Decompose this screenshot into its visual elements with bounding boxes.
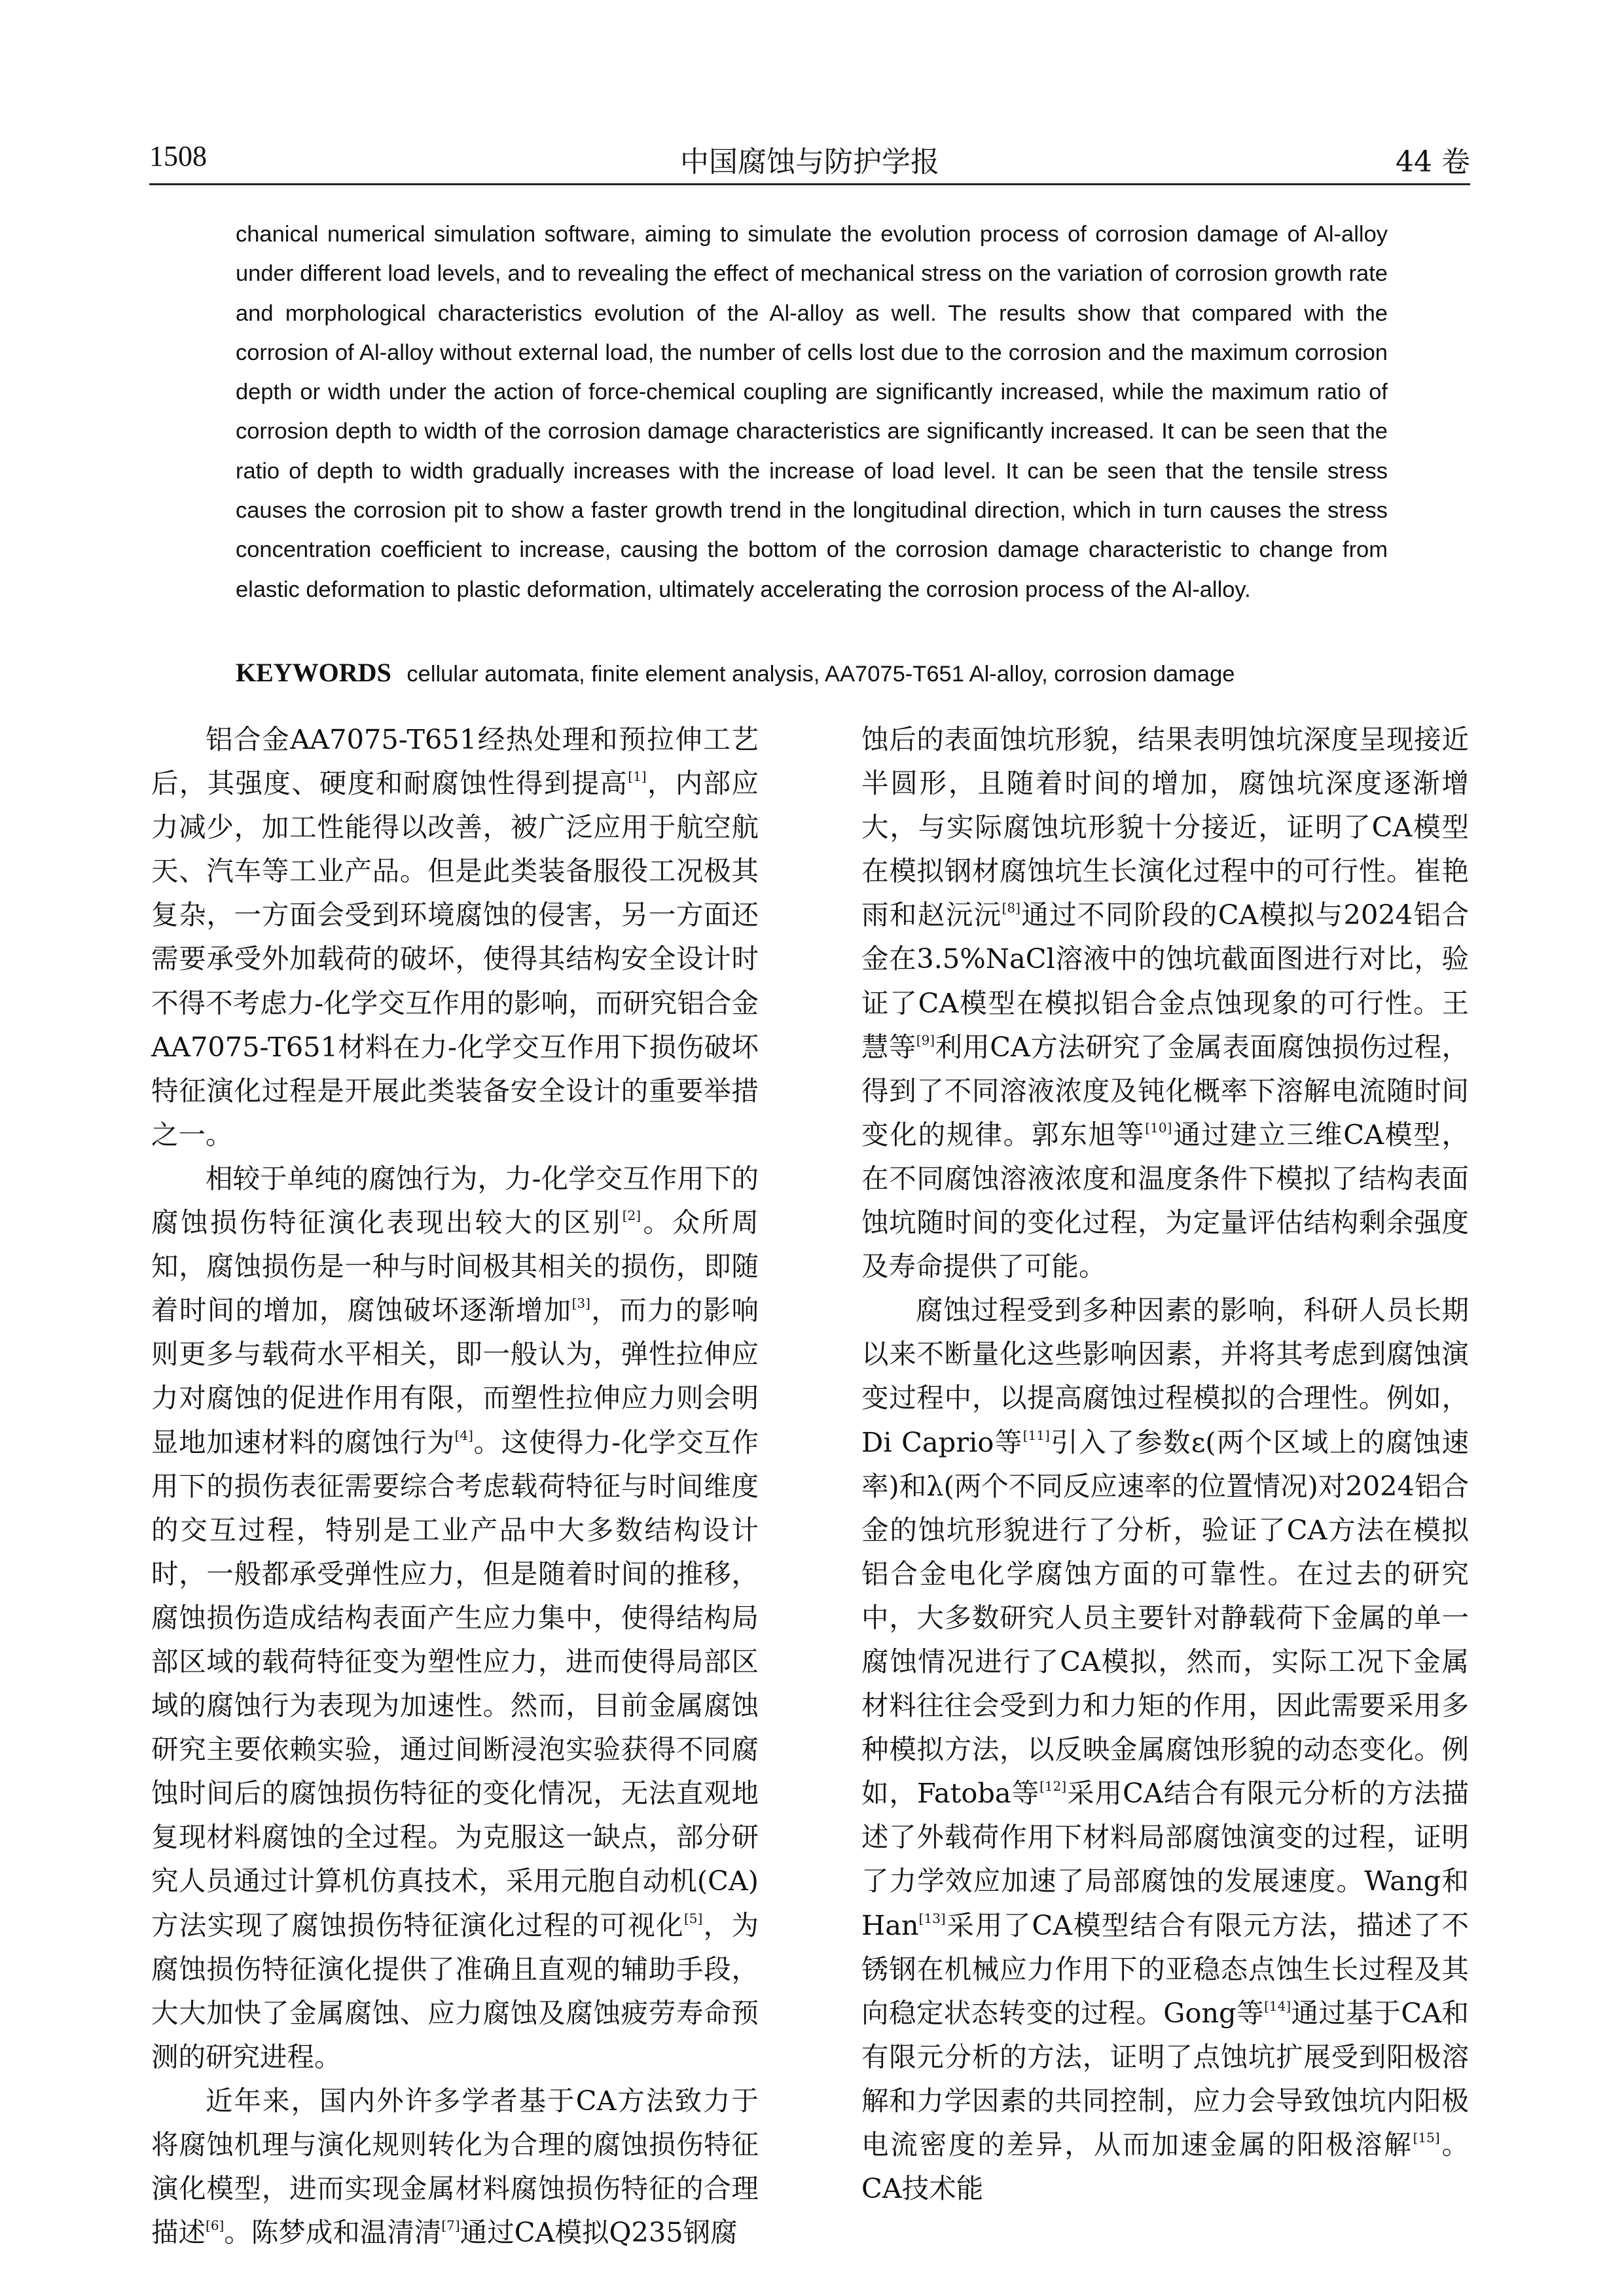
citation[interactable]: [14] [1264,1998,1291,2014]
body-column-right [861,717,1469,2210]
citation[interactable]: [15] [1413,2130,1440,2145]
citation[interactable]: [8] [1001,900,1020,916]
body-column-left [151,717,759,2254]
citation[interactable]: [13] [918,1910,946,1926]
english-abstract: chanical numerical simulation software, aiming to simulate the evolution process of corrosion damage of Al-alloy under different load levels, and to revealing the effect of mechanical stress on the variation of corrosion growth rate and morphological characteristics evolution of the Al-alloy as well. The results show that compared with the corrosion of Al-alloy without external load, the number of cells lost due to the corrosion and the maximum corrosion depth or width under the action of force-chemical coupling are significantly increased, while the maximum ratio of corrosion depth to width of the corrosion damage characteristics are significantly increased. It can be seen that the ratio of depth to width gradually increases with the increase of load level. It can be seen that the tensile stress causes the corrosion pit to show a faster growth trend in the longitudinal direction, which in turn causes the stress concentration coefficient to increase, causing the bottom of the corrosion damage characteristic to change from elastic deformation to plastic deformation, ultimately accelerating the corrosion process of the Al-alloy. [236,222,1388,602]
citation[interactable]: [10] [1145,1119,1172,1136]
citation[interactable]: [1] [628,768,647,785]
citation[interactable]: [2] [622,1208,641,1224]
keywords-line [236,653,1466,694]
citation[interactable]: [11] [1022,1427,1050,1443]
citation[interactable]: [12] [1039,1778,1067,1795]
volume-label: 44 卷 [1396,145,1470,179]
citation[interactable]: [7] [441,2217,460,2234]
header-rule [149,183,1470,185]
paragraph: 铝合金AA7075-T651经热处理和预拉伸工艺后，其强度、硬度和耐腐蚀性得到提高[1]，内部应力减少，加工性能得以改善，被广泛应用于航空航天、汽车等工业产品。但是此类装备服役工况极其复杂，一方面会受到环境腐蚀的侵害，另一方面还需要承受外加载荷的破坏，使得其结构安全设计时不得不考虑力-化学交互作用的影响，而研究铝合金AA7075-T651材料在力-化学交互作用下损伤破坏特征演化过程是开展此类装备安全设计的重要举措之一。 [151,723,759,1151]
journal-title: 中国腐蚀与防护学报 [680,145,939,179]
citation[interactable]: [6] [206,2217,225,2234]
paragraph: 相较于单纯的腐蚀行为，力-化学交互作用下的腐蚀损伤特征演化表现出较大的区别[2]。众所周知，腐蚀损伤是一种与时间极其相关的损伤，即随着时间的增加，腐蚀破坏逐渐增加[3]，而力的影响则更多与载荷水平相关，即一般认为，弹性拉伸应力对腐蚀的促进作用有限，而塑性拉伸应力则会明显地加速材料的腐蚀行为[4]。这使得力-化学交互作用下的损伤表征需要综合考虑载荷特征与时间维度的交互过程，特别是工业产品中大多数结构设计时，一般都承受弹性应力，但是随着时间的推移，腐蚀损伤造成结构表面产生应力集中，使得结构局部区域的载荷特征变为塑性应力，进而使得局部区域的腐蚀行为表现为加速性。然而，目前金属腐蚀研究主要依赖实验，通过间断浸泡实验获得不同腐蚀时间后的腐蚀损伤特征的变化情况，无法直观地复现材料腐蚀的全过程。为克服这一缺点，部分研究人员通过计算机仿真技术，采用元胞自动机(CA)方法实现了腐蚀损伤特征演化过程的可视化[5]，为腐蚀损伤特征演化提供了准确且直观的辅助手段，大大加快了金属腐蚀、应力腐蚀及腐蚀疲劳寿命预测的研究进程。 [151,1162,759,2073]
paragraph: 蚀后的表面蚀坑形貌，结果表明蚀坑深度呈现接近半圆形，且随着时间的增加，腐蚀坑深度逐渐增大，与实际腐蚀坑形貌十分接近，证明了CA模型在模拟钢材腐蚀坑生长演化过程中的可行性。崔艳雨和赵沅沅[8]通过不同阶段的CA模拟与2024铝合金在3.5%NaCl溶液中的蚀坑截面图进行对比，验证了CA模型在模拟铝合金点蚀现象的可行性。王慧等[9]利用CA方法研究了金属表面腐蚀损伤过程，得到了不同溶液浓度及钝化概率下溶解电流随时间变化的规律。郭东旭等[10]通过建立三维CA模型，在不同腐蚀溶液浓度和温度条件下模拟了结构表面蚀坑随时间的变化过程，为定量评估结构剩余强度及寿命提供了可能。 [861,723,1469,1283]
paragraph: 腐蚀过程受到多种因素的影响，科研人员长期以来不断量化这些影响因素，并将其考虑到腐蚀演变过程中，以提高腐蚀过程模拟的合理性。例如，Di Caprio等[11]引入了参数ε(两个区域上的腐蚀速率)和λ(两个不同反应速率的位置情况)对2024铝合金的蚀坑形貌进行了分析，验证了CA方法在模拟铝合金电化学腐蚀方面的可靠性。在过去的研究中，大多数研究人员主要针对静载荷下金属的单一腐蚀情况进行了CA模拟，然而，实际工况下金属材料往往会受到力和力矩的作用，因此需要采用多种模拟方法，以反映金属腐蚀形貌的动态变化。例如，Fatoba等[12]采用CA结合有限元分析的方法描述了外载荷作用下材料局部腐蚀演变的过程，证明了力学效应加速了局部腐蚀的发展速度。Wang和Han[13]采用了CA模型结合有限元方法，描述了不锈钢在机械应力作用下的亚稳态点蚀生长过程及其向稳定状态转变的过程。Gong等[14]通过基于CA和有限元分析的方法，证明了点蚀坑扩展受到阳极溶解和力学因素的共同控制，应力会导致蚀坑内阳极电流密度的差异，从而加速金属的阳极溶解[15]。CA技术能 [861,1294,1469,2205]
citation[interactable]: [4] [454,1427,473,1443]
citation[interactable]: [9] [916,1031,935,1048]
citation[interactable]: [5] [683,1910,703,1926]
citation[interactable]: [3] [571,1295,590,1312]
paragraph: 近年来，国内外许多学者基于CA方法致力于将腐蚀机理与演化规则转化为合理的腐蚀损伤特征演化模型，进而实现金属材料腐蚀损伤特征的合理描述[6]。陈梦成和温清清[7]通过CA模拟Q235钢腐 [151,2084,759,2249]
running-header [149,134,1470,184]
keywords-label: KEYWORDS [236,658,391,687]
keywords-text: cellular automata, finite element analysis, AA7075-T651 Al-alloy, corrosion damage [406,662,1235,687]
page-number: 1508 [149,140,207,172]
